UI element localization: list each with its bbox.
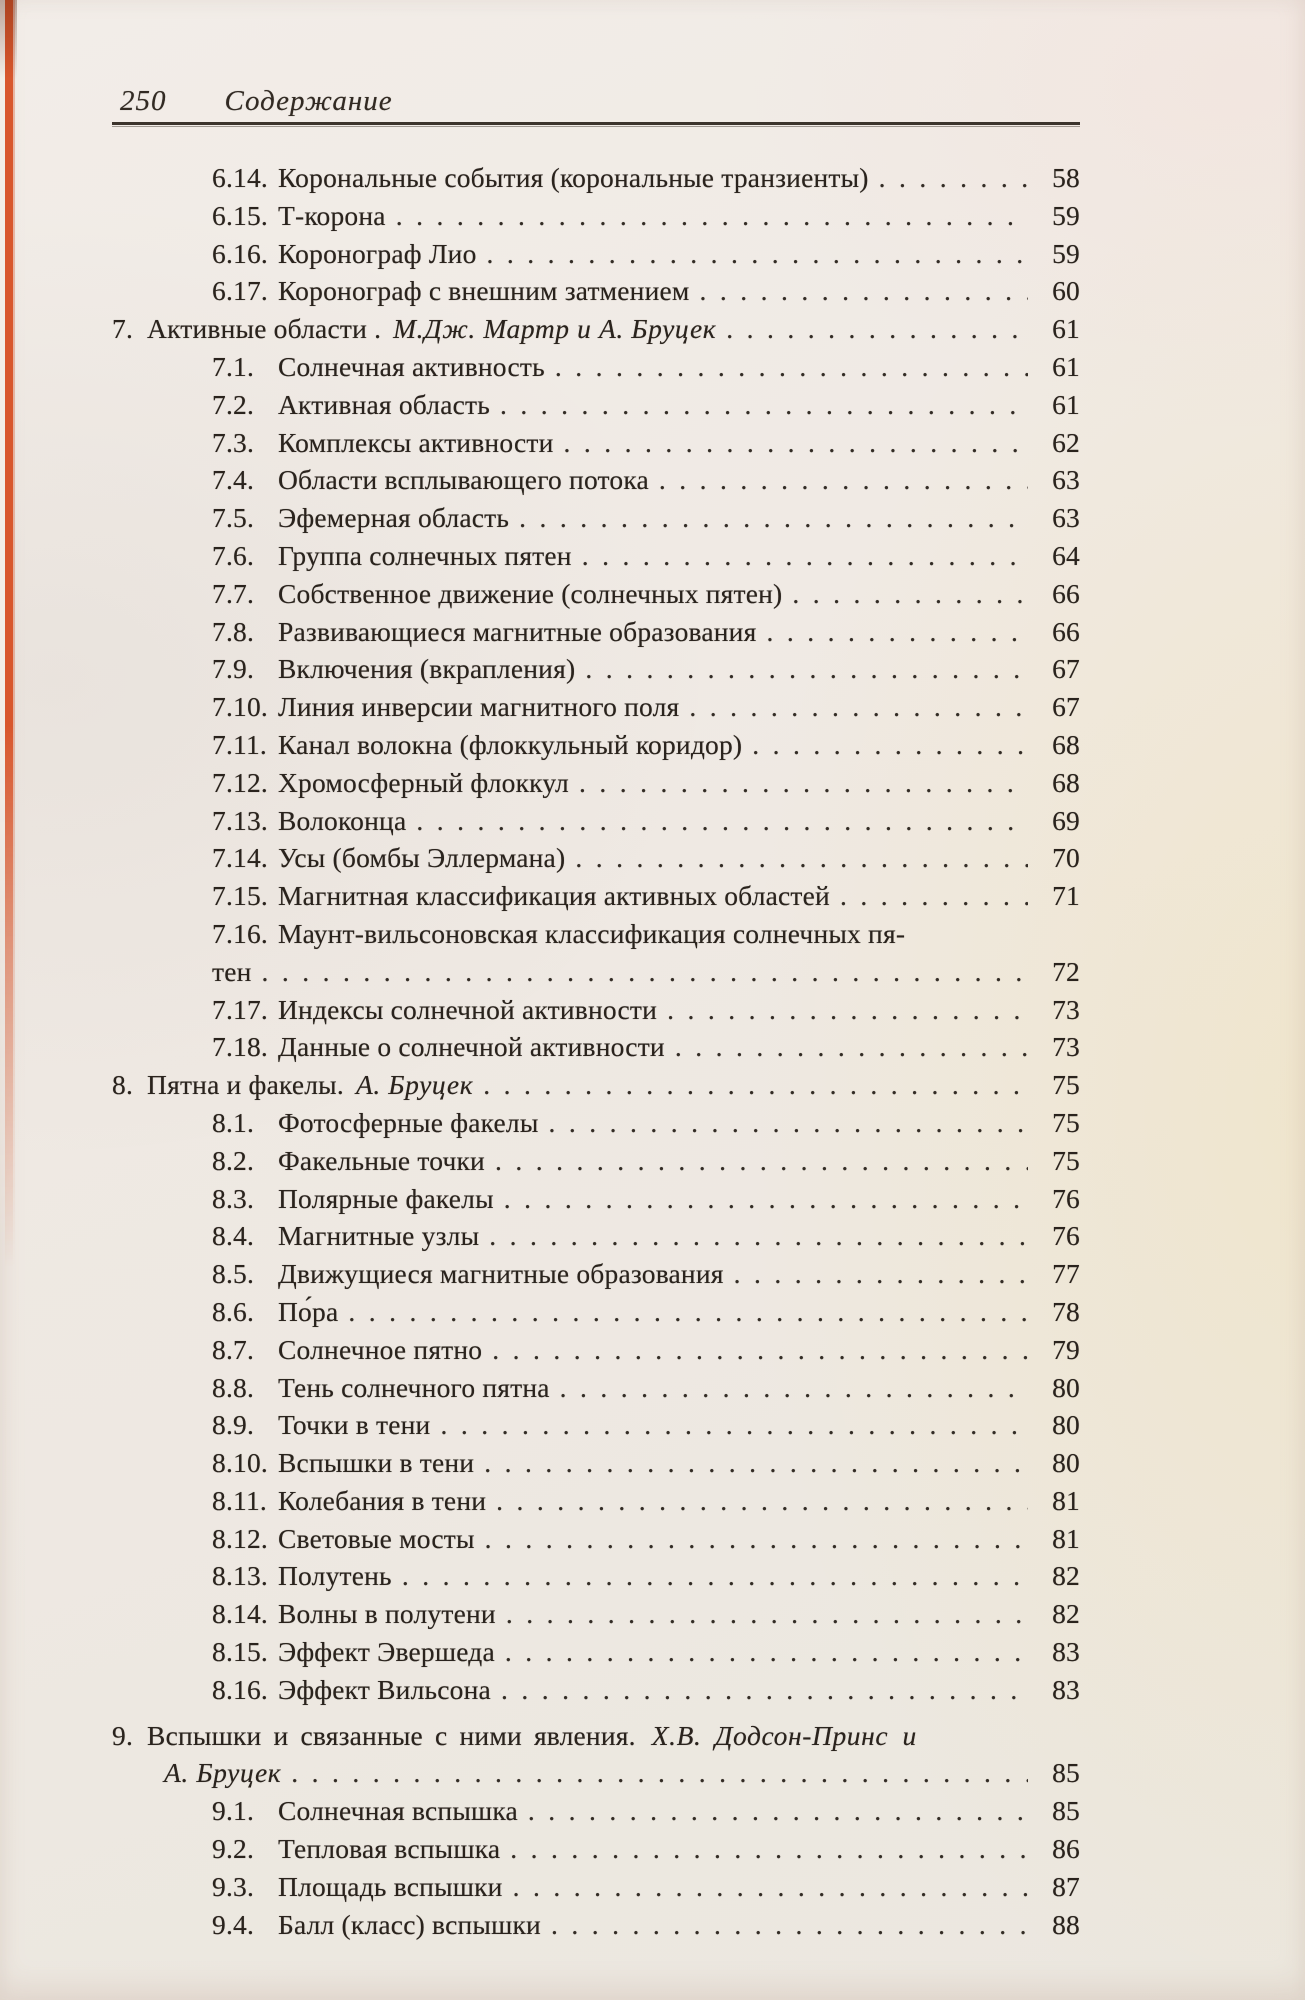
entry-number: 9.1. (212, 1795, 255, 1827)
toc-line (112, 1104, 1080, 1142)
entry-title: Эфемерная область (278, 502, 510, 534)
leader-dots (396, 197, 1028, 235)
entry-number: 8.10. (212, 1447, 268, 1479)
entry-number: 8.13. (212, 1560, 268, 1592)
entry-author: Х.В. Додсон-Принс и (651, 1719, 917, 1751)
entry-title: Линия инверсии магнитного поля (278, 691, 680, 723)
entry-title: Волны в полутени (278, 1598, 496, 1630)
toc-entry (112, 1180, 1080, 1218)
entry-title: Группа солнечных пятен (278, 539, 572, 571)
book-spine-edge (0, 0, 17, 1320)
toc-line (112, 1180, 1080, 1218)
entry-title: Пятна и факелы. (147, 1069, 344, 1101)
toc-entry (112, 1830, 1080, 1868)
toc-entry (112, 272, 1080, 310)
entry-title: Собственное движение (солнечных пятен) (278, 577, 783, 609)
entry-page: 75 (1052, 1069, 1080, 1101)
entry-number: 8.6. (212, 1295, 255, 1327)
toc-entry (112, 1217, 1080, 1255)
toc-line (112, 991, 1080, 1029)
entry-number: 7.5. (212, 502, 255, 534)
entry-page: 88 (1052, 1908, 1080, 1940)
leader-dots (510, 1830, 1028, 1868)
toc-line (112, 877, 1080, 915)
toc-line (112, 310, 1080, 348)
entry-number: 8.9. (212, 1409, 255, 1441)
entry-page: 69 (1052, 804, 1080, 836)
toc-entry (112, 1717, 1080, 1793)
entry-title: Фотосферные факелы (278, 1106, 539, 1138)
entry-title: Хромосферный флоккул (278, 766, 569, 798)
entry-page: 75 (1052, 1144, 1080, 1176)
leader-dots (348, 1293, 1028, 1331)
entry-page: 73 (1052, 993, 1080, 1025)
leader-dots (575, 839, 1028, 877)
leader-dots (734, 1255, 1028, 1293)
entry-page: 59 (1052, 237, 1080, 269)
leader-dots (560, 1369, 1028, 1407)
entry-title: Т-корона (278, 199, 386, 231)
leader-dots (726, 310, 1028, 348)
entry-page: 87 (1052, 1870, 1080, 1902)
entry-page: 77 (1052, 1258, 1080, 1290)
leader-dots (506, 1595, 1028, 1633)
entry-title: Корональные события (корональные транзиенты) (278, 162, 869, 193)
entry-number: 7.12. (212, 766, 268, 798)
entry-page: 83 (1052, 1673, 1080, 1705)
leader-dots (579, 764, 1028, 802)
toc-entry (112, 235, 1080, 273)
toc-line (112, 1906, 1080, 1944)
toc-line (112, 1792, 1080, 1830)
entry-number: 7.7. (212, 577, 255, 609)
toc-entry (112, 1066, 1080, 1104)
toc-line (112, 1595, 1080, 1633)
entry-number: 7.18. (212, 1031, 268, 1063)
toc-entry (112, 499, 1080, 537)
entry-title: Магнитные узлы (278, 1220, 480, 1252)
entry-number: 7.8. (212, 615, 255, 647)
toc-entry (112, 1028, 1080, 1066)
entry-number: 8.12. (212, 1522, 268, 1554)
leader-dots (555, 348, 1028, 386)
leader-dots (495, 1142, 1028, 1180)
leader-dots (501, 1671, 1028, 1709)
entry-title: По́ра (278, 1295, 339, 1327)
toc-list (112, 159, 1080, 1943)
leader-dots (766, 613, 1028, 651)
entry-number: 7.11. (212, 728, 267, 760)
entry-page: 82 (1052, 1598, 1080, 1630)
entry-title: Комплексы активности (278, 426, 554, 458)
entry-number: 7.1. (212, 350, 255, 382)
page-title: Содержание (224, 85, 393, 117)
entry-title: Световые мосты (278, 1522, 475, 1554)
entry-page: 63 (1052, 502, 1080, 534)
toc-entry (112, 764, 1080, 802)
entry-title: Точки в тени (278, 1409, 431, 1441)
entry-page: 61 (1052, 350, 1080, 382)
entry-page: 63 (1052, 464, 1080, 496)
entry-number: 7. (112, 313, 134, 345)
toc-line (112, 461, 1080, 499)
leader-dots (483, 1066, 1028, 1104)
entry-title: Солнечная вспышка (278, 1795, 518, 1827)
entry-number: 8.5. (212, 1258, 255, 1290)
leader-dots (485, 1520, 1028, 1558)
leader-dots (528, 1792, 1028, 1830)
leader-dots (792, 575, 1028, 613)
toc-entry (112, 802, 1080, 840)
entry-page: 85 (1052, 1795, 1080, 1827)
toc-entry (112, 1868, 1080, 1906)
leader-dots (585, 650, 1028, 688)
toc-line (112, 726, 1080, 764)
entry-number: 7.9. (212, 653, 255, 685)
entry-page: 66 (1052, 615, 1080, 647)
toc-line (112, 424, 1080, 462)
toc-line (112, 575, 1080, 613)
toc-entry (112, 159, 1080, 197)
toc-line (112, 915, 1080, 953)
entry-page: 66 (1052, 577, 1080, 609)
toc-line (112, 1217, 1080, 1255)
entry-page: 83 (1052, 1636, 1080, 1668)
toc-entry (112, 1520, 1080, 1558)
leader-dots (700, 272, 1028, 310)
leader-dots (519, 499, 1028, 537)
entry-number: 8.4. (212, 1220, 255, 1252)
toc-line (112, 1868, 1080, 1906)
toc-entry (112, 197, 1080, 235)
toc-line (112, 197, 1080, 235)
toc-line (112, 348, 1080, 386)
leader-dots (513, 1868, 1028, 1906)
entry-title: Солнечное пятно (278, 1333, 483, 1365)
entry-page: 79 (1052, 1333, 1080, 1365)
entry-page: 80 (1052, 1447, 1080, 1479)
entry-number: 9.2. (212, 1833, 255, 1865)
entry-page: 67 (1052, 691, 1080, 723)
leader-dots (659, 461, 1028, 499)
toc-entry (112, 726, 1080, 764)
entry-number: 8.1. (212, 1106, 255, 1138)
entry-title: Движущиеся магнитные образования (278, 1258, 724, 1290)
leader-dots (549, 1104, 1029, 1142)
toc-line (112, 1406, 1080, 1444)
toc-line (112, 1482, 1080, 1520)
toc-entry (112, 1595, 1080, 1633)
leader-dots (840, 877, 1028, 915)
entry-title: Солнечная активность (278, 350, 545, 382)
entry-title: Активные области . (147, 313, 382, 345)
leader-dots (489, 1217, 1028, 1255)
entry-page: 78 (1052, 1295, 1080, 1327)
toc-line (112, 1633, 1080, 1671)
toc-entry (112, 1482, 1080, 1520)
toc-line (112, 1028, 1080, 1066)
entry-number: 7.17. (212, 993, 268, 1025)
entry-number: 8.8. (212, 1371, 255, 1403)
leader-dots (487, 235, 1028, 273)
entry-title: Индексы солнечной активности (278, 993, 658, 1025)
leader-dots (582, 537, 1028, 575)
toc-line (112, 235, 1080, 273)
entry-title: Канал волокна (флоккульный коридор) (278, 728, 743, 760)
entry-page: 72 (1052, 955, 1080, 987)
entry-number: 8.16. (212, 1673, 268, 1705)
toc-line (112, 1331, 1080, 1369)
leader-dots (440, 1406, 1028, 1444)
toc-line (112, 1717, 1080, 1755)
entry-title: Тень солнечного пятна (278, 1371, 550, 1403)
toc-line (112, 650, 1080, 688)
toc-line (112, 764, 1080, 802)
entry-title: Балл (класс) вспышки (278, 1908, 541, 1940)
toc-entry (112, 915, 1080, 991)
toc-line (112, 613, 1080, 651)
entry-page: 70 (1052, 842, 1080, 874)
entry-number: 8.11. (212, 1484, 267, 1516)
toc-line (112, 688, 1080, 726)
entry-page: 64 (1052, 539, 1080, 571)
entry-page: 80 (1052, 1409, 1080, 1441)
entry-page: 68 (1052, 766, 1080, 798)
toc-entry (112, 1369, 1080, 1407)
entry-title: Коронограф Лио (278, 237, 477, 269)
leader-dots (689, 688, 1028, 726)
toc-line (112, 1142, 1080, 1180)
entry-number: 6.16. (212, 237, 268, 269)
entry-page: 62 (1052, 426, 1080, 458)
toc-entry (112, 1331, 1080, 1369)
entry-title: Эффект Вильсона (278, 1673, 491, 1705)
entry-page: 75 (1052, 1106, 1080, 1138)
entry-number: 7.3. (212, 426, 255, 458)
entry-number: 8.15. (212, 1636, 268, 1668)
leader-dots (505, 1633, 1028, 1671)
entry-page: 80 (1052, 1371, 1080, 1403)
entry-author: А. Бруцек (355, 1069, 474, 1101)
entry-page: 60 (1052, 275, 1080, 307)
toc-entry (112, 386, 1080, 424)
toc-entry (112, 575, 1080, 613)
leader-dots (416, 802, 1028, 840)
entry-number: 8.7. (212, 1333, 255, 1365)
entry-number: 9.3. (212, 1870, 255, 1902)
entry-title: Полутень (278, 1560, 392, 1592)
leader-dots (484, 1444, 1028, 1482)
toc-entry (112, 1293, 1080, 1331)
entry-number: 7.16. (212, 917, 268, 949)
entry-number: 7.15. (212, 880, 268, 912)
entry-title: Данные о солнечной активности (278, 1031, 665, 1063)
toc-line (112, 272, 1080, 310)
entry-number: 6.15. (212, 199, 268, 231)
entry-page: 58 (1052, 162, 1080, 193)
leader-dots (500, 386, 1028, 424)
entry-number: 7.4. (212, 464, 255, 496)
entry-page: 61 (1052, 388, 1080, 420)
leader-dots (752, 726, 1028, 764)
entry-page: 85 (1052, 1757, 1080, 1789)
entry-number: 9. (112, 1719, 134, 1751)
toc-entry (112, 537, 1080, 575)
entry-title: Площадь вспышки (278, 1870, 503, 1902)
toc-entry (112, 1142, 1080, 1180)
entry-page: 61 (1052, 313, 1080, 345)
leader-dots (879, 159, 1028, 197)
toc-entry (112, 1406, 1080, 1444)
entry-number: 8.2. (212, 1144, 255, 1176)
entry-page: 71 (1052, 880, 1080, 912)
entry-number: 6.14. (212, 162, 268, 193)
leader-dots (675, 1028, 1028, 1066)
toc-entry (112, 1255, 1080, 1293)
toc-entry (112, 1633, 1080, 1671)
entry-title: Включения (вкрапления) (278, 653, 576, 685)
toc-line (112, 1557, 1080, 1595)
entry-page: 76 (1052, 1220, 1080, 1252)
entry-title: Активная область (278, 388, 490, 420)
leader-dots (551, 1906, 1028, 1944)
entry-title: Полярные факелы (278, 1182, 494, 1214)
toc-entry (112, 1557, 1080, 1595)
entry-page: 82 (1052, 1560, 1080, 1592)
entry-page: 76 (1052, 1182, 1080, 1214)
entry-page: 86 (1052, 1833, 1080, 1865)
entry-title: Области всплывающего потока (278, 464, 649, 496)
entry-title: Магнитная классификация активных областей (278, 880, 830, 912)
toc-entry (112, 1444, 1080, 1482)
toc-entry (112, 991, 1080, 1029)
entry-number: 8.14. (212, 1598, 268, 1630)
entry-number: 6.17. (212, 275, 268, 307)
toc-entry (112, 424, 1080, 462)
entry-number: 7.13. (212, 804, 268, 836)
entry-number: 7.10. (212, 691, 268, 723)
toc-line (112, 1671, 1080, 1709)
entry-number: 8. (112, 1069, 134, 1101)
toc-line-continuation (112, 953, 1080, 991)
header-rule (112, 122, 1080, 127)
entry-number: 9.4. (212, 1908, 255, 1940)
toc-line (112, 1830, 1080, 1868)
toc-line (112, 1293, 1080, 1331)
entry-title: Вспышки и связанные с ними явления. (147, 1719, 636, 1751)
leader-dots (291, 1754, 1028, 1792)
page-content (112, 84, 1080, 1943)
toc-line (112, 802, 1080, 840)
entry-number: 7.14. (212, 842, 268, 874)
entry-page: 81 (1052, 1484, 1080, 1516)
entry-page: 59 (1052, 199, 1080, 231)
leader-dots (564, 424, 1029, 462)
entry-title-continuation: тен (212, 955, 252, 987)
page-number: 250 (120, 85, 167, 117)
leader-dots (504, 1180, 1028, 1218)
leader-dots (492, 1331, 1028, 1369)
entry-title: Развивающиеся магнитные образования (278, 615, 757, 647)
leader-dots (262, 953, 1028, 991)
entry-number: 7.6. (212, 539, 255, 571)
toc-line (112, 159, 1080, 197)
leader-dots (667, 991, 1028, 1029)
toc-line (112, 1444, 1080, 1482)
toc-line (112, 537, 1080, 575)
entry-title: Маунт-вильсоновская классификация солнечных пя- (278, 917, 906, 949)
entry-number: 7.2. (212, 388, 255, 420)
entry-title: Эффект Эвершеда (278, 1636, 495, 1668)
toc-line (112, 839, 1080, 877)
entry-page: 68 (1052, 728, 1080, 760)
toc-entry (112, 348, 1080, 386)
entry-author: М.Дж. Мартр и А. Бруцек (393, 313, 717, 345)
toc-entry (112, 688, 1080, 726)
entry-title: Факельные точки (278, 1144, 485, 1176)
entry-title: Вспышки в тени (278, 1447, 475, 1479)
toc-line (112, 386, 1080, 424)
toc-entry (112, 1671, 1080, 1709)
entry-title: Тепловая вспышка (278, 1833, 501, 1865)
toc-entry (112, 613, 1080, 651)
toc-entry (112, 310, 1080, 348)
entry-author-continuation: А. Бруцек (164, 1757, 282, 1789)
toc-entry (112, 461, 1080, 499)
entry-number: 8.3. (212, 1182, 255, 1214)
toc-line-continuation (112, 1754, 1080, 1792)
entry-title: Волоконца (278, 804, 407, 836)
toc-entry (112, 839, 1080, 877)
leader-dots (496, 1482, 1028, 1520)
entry-page: 81 (1052, 1522, 1080, 1554)
entry-title: Усы (бомбы Эллермана) (278, 842, 566, 874)
entry-title: Колебания в тени (278, 1484, 487, 1516)
toc-entry (112, 877, 1080, 915)
toc-entry (112, 1906, 1080, 1944)
entry-title: Коронограф с внешним затмением (278, 275, 690, 307)
toc-line (112, 499, 1080, 537)
toc-line (112, 1520, 1080, 1558)
toc-entry (112, 1792, 1080, 1830)
running-head (112, 84, 1080, 118)
leader-dots (402, 1557, 1028, 1595)
entry-page: 73 (1052, 1031, 1080, 1063)
toc-line (112, 1369, 1080, 1407)
toc-entry (112, 650, 1080, 688)
toc-line (112, 1066, 1080, 1104)
toc-line (112, 1255, 1080, 1293)
entry-page: 67 (1052, 653, 1080, 685)
toc-entry (112, 1104, 1080, 1142)
